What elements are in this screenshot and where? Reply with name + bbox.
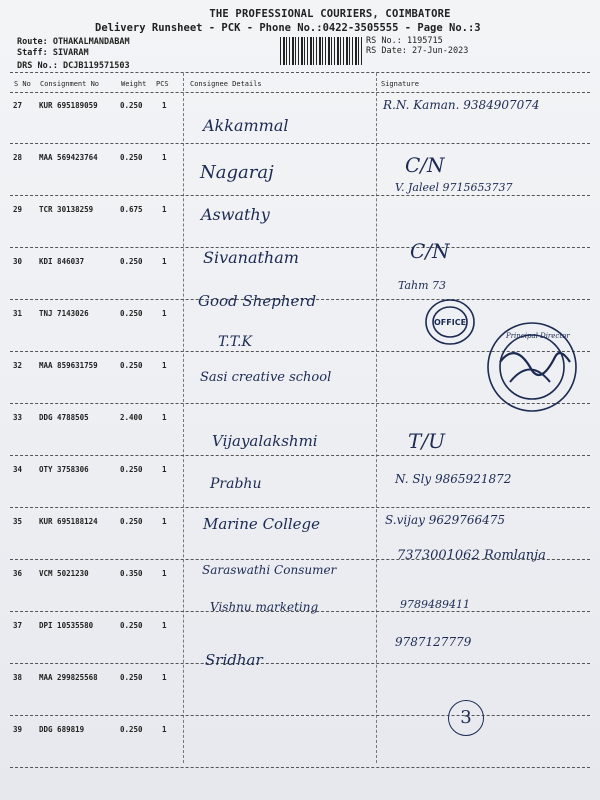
signature: S.vijay 9629766475 [385, 513, 506, 527]
serial-number: 36 [13, 569, 23, 578]
weight-value: 2.400 [120, 413, 143, 422]
weight-value: 0.250 [120, 465, 143, 474]
signature: R.N. Kaman. 9384907074 [383, 98, 540, 112]
consignee-name: T.T.K [218, 334, 252, 350]
stamp-top-text: OFFICE [434, 318, 467, 327]
col-pcs: PCS [156, 80, 169, 88]
weight-value: 0.250 [120, 101, 143, 110]
consignment-number: TNJ 7143026 [39, 309, 89, 318]
pieces-count: 1 [162, 465, 167, 474]
consignee-name: Marine College [203, 515, 321, 533]
pieces-count: 1 [162, 517, 167, 526]
col-weight: Weight [121, 80, 147, 88]
consignee-name: Aswathy [201, 205, 270, 224]
signature: 9787127779 [395, 635, 472, 649]
route-label: Route: OTHAKALMANDABAM [17, 37, 130, 47]
serial-number: 35 [13, 517, 23, 526]
consignment-number: DDG 689819 [39, 725, 85, 734]
consignment-number: MAA 859631759 [39, 361, 98, 370]
consignee-name: Akkammal [203, 116, 289, 135]
header-divider [10, 72, 590, 73]
serial-number: 32 [13, 361, 23, 370]
consignment-number: DPI 10535580 [39, 621, 94, 630]
consignee-name: Sridhar [205, 651, 263, 669]
office-stamp [420, 292, 580, 422]
pieces-count: 1 [162, 205, 167, 214]
consignee-name: Sasi creative school [200, 370, 332, 385]
pieces-count: 1 [162, 725, 167, 734]
weight-value: 0.250 [120, 153, 143, 162]
serial-number: 27 [13, 101, 23, 110]
consignee-name: Saraswathi Consumer [202, 563, 337, 577]
signature: C/N [405, 153, 445, 177]
consignment-number: KUR 695188124 [39, 517, 98, 526]
pieces-count: 1 [162, 569, 167, 578]
page-number-mark: 3 [448, 700, 484, 736]
rs-date: RS Date: 27-Jun-2023 [366, 46, 469, 56]
consignment-number: DDG 4788505 [39, 413, 89, 422]
runsheet-subtitle: Delivery Runsheet - PCK - Phone No.:0422-3505555 - Page No.:3 [95, 22, 481, 34]
consignee-name: Nagaraj [200, 162, 274, 183]
consignee-name: Vijayalakshmi [212, 432, 318, 450]
drs-number: DRS No.: DCJB119571503 [17, 61, 130, 71]
staff-label: Staff: SIVARAM [17, 48, 89, 58]
pieces-count: 1 [162, 413, 167, 422]
col-sno: S No [14, 80, 31, 88]
serial-number: 34 [13, 465, 23, 474]
weight-value: 0.250 [120, 621, 143, 630]
consignee-name: Prabhu [210, 476, 262, 492]
consignment-number: TCR 30138259 [39, 205, 94, 214]
col-consignee: Consignee Details [190, 80, 262, 88]
serial-number: 31 [13, 309, 23, 318]
serial-number: 28 [13, 153, 23, 162]
consignment-number: MAA 299825568 [39, 673, 98, 682]
consignment-number: OTY 3758306 [39, 465, 89, 474]
signature: Tahm 73 [398, 279, 447, 292]
weight-value: 0.250 [120, 725, 143, 734]
signature: T/U [408, 429, 445, 453]
table-row [0, 665, 600, 717]
weight-value: 0.250 [120, 673, 143, 682]
weight-value: 0.250 [120, 517, 143, 526]
signature: V. Jaleel 9715653737 [395, 181, 513, 194]
row-divider [10, 663, 590, 664]
pieces-count: 1 [162, 257, 167, 266]
pieces-count: 1 [162, 153, 167, 162]
consignment-number: KDI 846037 [39, 257, 85, 266]
weight-value: 0.250 [120, 309, 143, 318]
serial-number: 39 [13, 725, 23, 734]
pieces-count: 1 [162, 673, 167, 682]
consignment-number: MAA 569423764 [39, 153, 98, 162]
consignment-number: KUR 695189059 [39, 101, 98, 110]
weight-value: 0.250 [120, 257, 143, 266]
col-consignment: Consignment No [40, 80, 100, 88]
stamp-text: Principal Director [506, 332, 570, 340]
company-title: THE PROFESSIONAL COURIERS, COIMBATORE [209, 8, 451, 20]
pieces-count: 1 [162, 309, 167, 318]
serial-number: 33 [13, 413, 23, 422]
signature: 7373001062 Romlanja [397, 548, 546, 563]
table-row [0, 717, 600, 769]
serial-number: 30 [13, 257, 23, 266]
consignee-name: Sivanatham [203, 248, 299, 267]
row-divider [10, 767, 590, 768]
row-divider [10, 143, 590, 144]
barcode-icon [280, 37, 362, 65]
signature: C/N [410, 239, 450, 263]
row-divider [10, 455, 590, 456]
col-signature: Signature [381, 80, 419, 88]
serial-number: 38 [13, 673, 23, 682]
pieces-count: 1 [162, 101, 167, 110]
serial-number: 29 [13, 205, 23, 214]
weight-value: 0.250 [120, 361, 143, 370]
pieces-count: 1 [162, 361, 167, 370]
consignee-name: Good Shepherd [198, 292, 317, 310]
consignment-number: VCM 5021230 [39, 569, 89, 578]
signature: 9789489411 [400, 598, 470, 611]
consignee-name: Vishnu marketing [210, 600, 319, 614]
row-divider [10, 507, 590, 508]
signature: N. Sly 9865921872 [395, 472, 512, 486]
rs-number: RS No.: 1195715 [366, 36, 443, 46]
weight-value: 0.675 [120, 205, 143, 214]
serial-number: 37 [13, 621, 23, 630]
pieces-count: 1 [162, 621, 167, 630]
row-divider [10, 715, 590, 716]
weight-value: 0.350 [120, 569, 143, 578]
